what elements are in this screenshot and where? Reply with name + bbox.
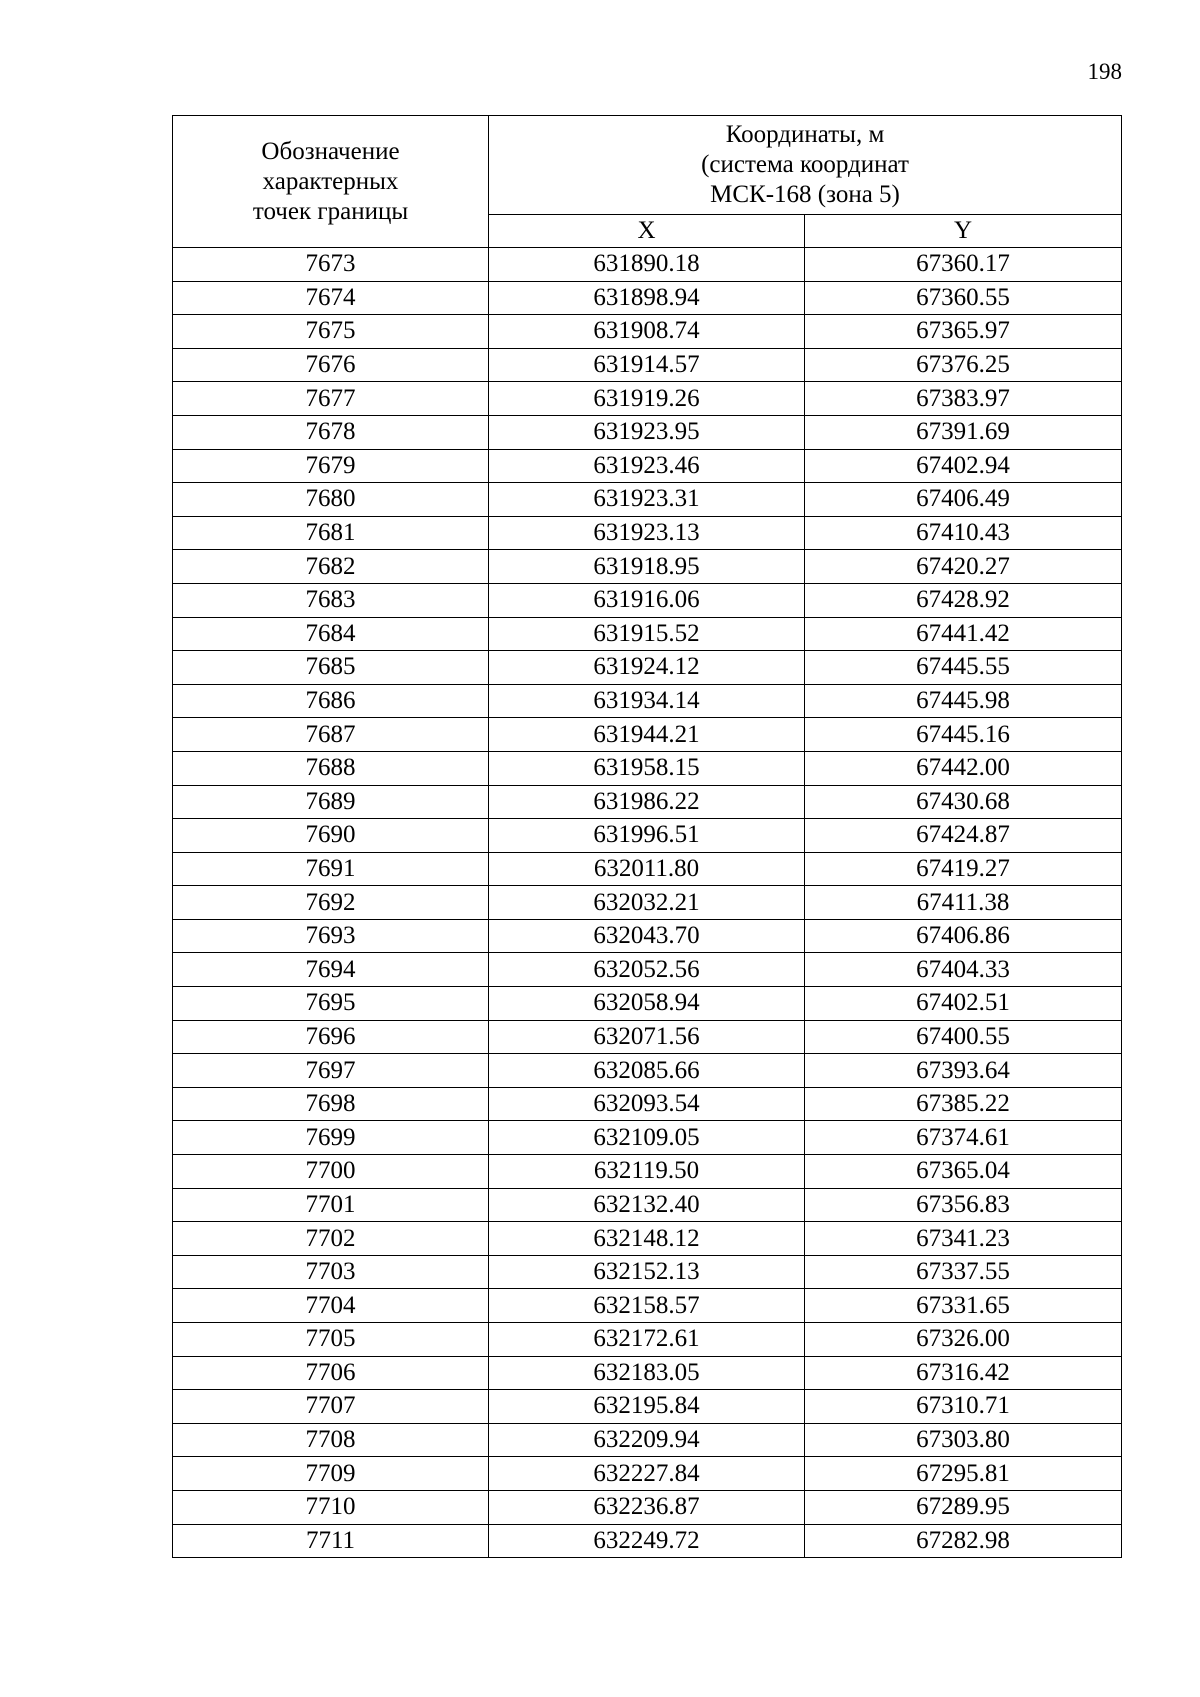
cell-point: 7711 [173, 1524, 489, 1558]
cell-y: 67419.27 [805, 852, 1122, 886]
cell-x: 631958.15 [489, 751, 805, 785]
cell-y: 67406.86 [805, 919, 1122, 953]
table-row [173, 852, 1122, 886]
cell-point: 7677 [173, 382, 489, 416]
table-row [173, 248, 1122, 282]
cell-y: 67430.68 [805, 785, 1122, 819]
cell-point: 7708 [173, 1423, 489, 1457]
cell-x: 632071.56 [489, 1020, 805, 1054]
cell-x: 632152.13 [489, 1255, 805, 1289]
cell-point: 7693 [173, 919, 489, 953]
cell-x: 632183.05 [489, 1356, 805, 1390]
table-row [173, 1020, 1122, 1054]
table-row [173, 1323, 1122, 1357]
table-row [173, 718, 1122, 752]
cell-point: 7696 [173, 1020, 489, 1054]
cell-x: 632236.87 [489, 1490, 805, 1524]
table-row [173, 651, 1122, 685]
cell-y: 67391.69 [805, 415, 1122, 449]
cell-x: 632093.54 [489, 1087, 805, 1121]
table-row [173, 382, 1122, 416]
cell-y: 67356.83 [805, 1188, 1122, 1222]
cell-point: 7692 [173, 886, 489, 920]
header-point-designation [173, 116, 489, 248]
cell-y: 67445.98 [805, 684, 1122, 718]
table-row [173, 516, 1122, 550]
table-row [173, 1155, 1122, 1189]
cell-point: 7690 [173, 819, 489, 853]
header-x: X [489, 215, 805, 248]
header-coordinates-line-3: МСК-168 (зона 5) [710, 181, 900, 208]
cell-point: 7699 [173, 1121, 489, 1155]
cell-x: 631890.18 [489, 248, 805, 282]
cell-point: 7689 [173, 785, 489, 819]
cell-y: 67341.23 [805, 1222, 1122, 1256]
cell-point: 7705 [173, 1323, 489, 1357]
cell-point: 7700 [173, 1155, 489, 1189]
cell-y: 67282.98 [805, 1524, 1122, 1558]
cell-x: 632227.84 [489, 1457, 805, 1491]
cell-y: 67420.27 [805, 550, 1122, 584]
table-row [173, 449, 1122, 483]
cell-point: 7687 [173, 718, 489, 752]
cell-y: 67365.04 [805, 1155, 1122, 1189]
cell-y: 67428.92 [805, 583, 1122, 617]
cell-point: 7694 [173, 953, 489, 987]
table-row [173, 919, 1122, 953]
table-row [173, 1423, 1122, 1457]
cell-point: 7706 [173, 1356, 489, 1390]
cell-y: 67385.22 [805, 1087, 1122, 1121]
cell-x: 631996.51 [489, 819, 805, 853]
cell-y: 67393.64 [805, 1054, 1122, 1088]
cell-y: 67445.16 [805, 718, 1122, 752]
cell-x: 632032.21 [489, 886, 805, 920]
header-point-designation-text: Обозначение характерных точек границы [252, 137, 409, 225]
table-row [173, 684, 1122, 718]
cell-point: 7673 [173, 248, 489, 282]
table-row [173, 1087, 1122, 1121]
table-row [173, 1121, 1122, 1155]
table-row [173, 886, 1122, 920]
cell-point: 7709 [173, 1457, 489, 1491]
cell-point: 7684 [173, 617, 489, 651]
cell-x: 631916.06 [489, 583, 805, 617]
cell-y: 67360.55 [805, 281, 1122, 315]
cell-y: 67360.17 [805, 248, 1122, 282]
header-coordinates-line-1: Координаты, м [725, 121, 885, 148]
cell-y: 67365.97 [805, 315, 1122, 349]
table-row [173, 1188, 1122, 1222]
cell-x: 631915.52 [489, 617, 805, 651]
table-row [173, 751, 1122, 785]
cell-point: 7707 [173, 1390, 489, 1424]
cell-x: 631944.21 [489, 718, 805, 752]
header-coordinates [489, 116, 1122, 215]
table-row [173, 1457, 1122, 1491]
table-row [173, 315, 1122, 349]
header-row-main [173, 116, 1122, 215]
cell-point: 7701 [173, 1188, 489, 1222]
cell-point: 7683 [173, 583, 489, 617]
cell-x: 632158.57 [489, 1289, 805, 1323]
cell-y: 67410.43 [805, 516, 1122, 550]
cell-x: 631908.74 [489, 315, 805, 349]
cell-point: 7681 [173, 516, 489, 550]
cell-point: 7697 [173, 1054, 489, 1088]
coordinates-table [172, 115, 1122, 1558]
cell-point: 7702 [173, 1222, 489, 1256]
cell-point: 7685 [173, 651, 489, 685]
table-row [173, 1490, 1122, 1524]
cell-x: 632058.94 [489, 987, 805, 1021]
cell-x: 632172.61 [489, 1323, 805, 1357]
cell-y: 67383.97 [805, 382, 1122, 416]
table-row [173, 348, 1122, 382]
cell-point: 7710 [173, 1490, 489, 1524]
cell-point: 7680 [173, 483, 489, 517]
cell-x: 631918.95 [489, 550, 805, 584]
cell-y: 67316.42 [805, 1356, 1122, 1390]
cell-x: 632249.72 [489, 1524, 805, 1558]
cell-y: 67442.00 [805, 751, 1122, 785]
table-row [173, 1356, 1122, 1390]
table-row [173, 1054, 1122, 1088]
table-row [173, 987, 1122, 1021]
table-row [173, 583, 1122, 617]
cell-y: 67400.55 [805, 1020, 1122, 1054]
cell-y: 67376.25 [805, 348, 1122, 382]
cell-y: 67331.65 [805, 1289, 1122, 1323]
cell-y: 67374.61 [805, 1121, 1122, 1155]
cell-x: 632119.50 [489, 1155, 805, 1189]
cell-point: 7704 [173, 1289, 489, 1323]
table-row [173, 550, 1122, 584]
table-row [173, 1390, 1122, 1424]
cell-point: 7688 [173, 751, 489, 785]
cell-y: 67310.71 [805, 1390, 1122, 1424]
cell-x: 631986.22 [489, 785, 805, 819]
cell-y: 67441.42 [805, 617, 1122, 651]
cell-point: 7676 [173, 348, 489, 382]
cell-y: 67424.87 [805, 819, 1122, 853]
cell-y: 67411.38 [805, 886, 1122, 920]
table-header [173, 116, 1122, 248]
header-y: Y [805, 215, 1122, 248]
table-row [173, 617, 1122, 651]
cell-point: 7679 [173, 449, 489, 483]
cell-y: 67289.95 [805, 1490, 1122, 1524]
cell-x: 631914.57 [489, 348, 805, 382]
cell-x: 631898.94 [489, 281, 805, 315]
cell-x: 632209.94 [489, 1423, 805, 1457]
cell-x: 631934.14 [489, 684, 805, 718]
cell-x: 632148.12 [489, 1222, 805, 1256]
cell-y: 67402.94 [805, 449, 1122, 483]
cell-x: 631924.12 [489, 651, 805, 685]
cell-point: 7703 [173, 1255, 489, 1289]
cell-y: 67406.49 [805, 483, 1122, 517]
cell-point: 7698 [173, 1087, 489, 1121]
cell-point: 7674 [173, 281, 489, 315]
cell-y: 67303.80 [805, 1423, 1122, 1457]
cell-x: 632043.70 [489, 919, 805, 953]
table-body [173, 248, 1122, 1558]
cell-y: 67326.00 [805, 1323, 1122, 1357]
table-row [173, 1289, 1122, 1323]
cell-y: 67295.81 [805, 1457, 1122, 1491]
cell-x: 632132.40 [489, 1188, 805, 1222]
cell-x: 632052.56 [489, 953, 805, 987]
cell-x: 631923.95 [489, 415, 805, 449]
cell-x: 632195.84 [489, 1390, 805, 1424]
cell-point: 7678 [173, 415, 489, 449]
cell-point: 7682 [173, 550, 489, 584]
cell-y: 67402.51 [805, 987, 1122, 1021]
cell-x: 631923.31 [489, 483, 805, 517]
table-row [173, 281, 1122, 315]
cell-point: 7686 [173, 684, 489, 718]
cell-point: 7691 [173, 852, 489, 886]
cell-x: 631923.46 [489, 449, 805, 483]
table-row [173, 483, 1122, 517]
cell-x: 632085.66 [489, 1054, 805, 1088]
cell-x: 631923.13 [489, 516, 805, 550]
table-row [173, 1222, 1122, 1256]
table-row [173, 1524, 1122, 1558]
cell-y: 67404.33 [805, 953, 1122, 987]
cell-y: 67337.55 [805, 1255, 1122, 1289]
table-row [173, 1255, 1122, 1289]
cell-x: 631919.26 [489, 382, 805, 416]
cell-point: 7675 [173, 315, 489, 349]
table-row [173, 819, 1122, 853]
cell-x: 632109.05 [489, 1121, 805, 1155]
cell-x: 632011.80 [489, 852, 805, 886]
cell-point: 7695 [173, 987, 489, 1021]
cell-y: 67445.55 [805, 651, 1122, 685]
header-coordinates-line-2: (система координат [701, 151, 909, 178]
table-row [173, 953, 1122, 987]
table-row [173, 785, 1122, 819]
table-row [173, 415, 1122, 449]
page-number: 198 [1087, 59, 1122, 84]
